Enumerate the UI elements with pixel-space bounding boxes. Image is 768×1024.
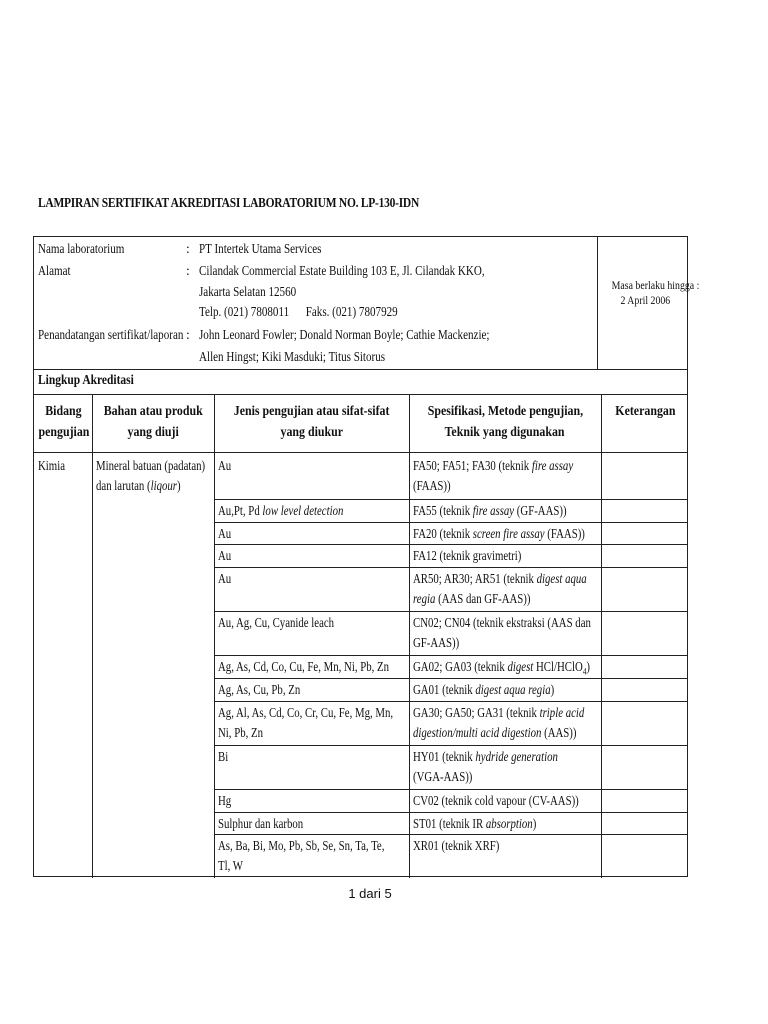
column-line [409,394,410,878]
test-method: CN02; CN04 (teknik ekstraksi (AAS dan GF-AAS)) [413,615,591,650]
row-line [214,701,687,702]
row-line [214,567,687,568]
colon-1: : [186,241,190,256]
signatory-label: Penandatangan sertifikat/laporan [38,327,184,342]
header-field: Bidang pengujian [38,404,90,440]
test-parameter: Ag, As, Cu, Pb, Zn [218,682,301,697]
test-method: AR50; AR30; AR51 (teknik digest aqua regia (AAS dan GF-AAS)) [413,571,587,606]
scope-label: Lingkup Akreditasi [38,373,134,388]
accreditation-table [33,236,700,877]
header-bottom-line [34,452,687,453]
test-parameter: Au, Ag, Cu, Cyanide leach [218,615,335,630]
document-title: LAMPIRAN SERTIFIKAT AKREDITASI LABORATORIUM NO. LP-130-IDN [38,196,420,211]
test-method: HY01 (teknik hydride generation (VGA-AAS)) [413,749,558,784]
test-parameter: Ag, Al, As, Cd, Co, Cr, Cu, Fe, Mg, Mn, Ni, Pb, Zn [218,705,394,740]
row-line [214,499,687,500]
colon-2: : [186,263,190,278]
validity-divider [597,237,598,369]
row-line [214,544,687,545]
row-line [214,812,687,813]
test-method: GA01 (teknik digest aqua regia) [413,682,555,697]
test-method: ST01 (teknik IR absorption) [413,816,537,831]
colon-3: : [186,327,190,342]
test-method: FA55 (teknik fire assay (GF-AAS)) [413,503,567,518]
row-line [214,834,687,835]
signatory-line-1: John Leonard Fowler; Donald Norman Boyle; Cathie Mackenzie; [199,327,490,342]
validity-label: Masa berlaku hingga : [611,278,700,292]
test-method: XR01 (teknik XRF) [413,838,500,853]
test-parameter: Sulphur dan karbon [218,816,304,831]
page-number: 1 dari 5 [348,886,392,901]
address-line-1: Cilandak Commercial Estate Building 103 E, Jl. Cilandak KKO, [199,263,485,278]
info-bottom-line [34,369,687,370]
column-line [92,394,93,878]
address-line-2: Jakarta Selatan 12560 [199,284,297,299]
test-parameter: Au [218,526,232,541]
scope-bottom-line [34,394,687,395]
header-spec: Spesifikasi, Metode pengujian, Teknik yang digunakan [427,404,583,440]
row-line [214,522,687,523]
test-parameter: Bi [218,749,229,764]
field-value: Kimia [38,458,65,473]
test-method: FA50; FA51; FA30 (teknik fire assay (FAAS)) [413,458,574,493]
validity-date: 2 April 2006 [620,293,670,307]
row-line [214,789,687,790]
test-parameter: Ag, As, Cd, Co, Cu, Fe, Mn, Ni, Pb, Zn [218,659,390,674]
test-method: CV02 (teknik cold vapour (CV-AAS)) [413,793,579,808]
address-label: Alamat [38,263,71,278]
test-method: GA02; GA03 (teknik digest HCl/HClO$_4$) [413,659,591,677]
test-parameter: Au,Pt, Pd low level detection [218,503,344,518]
test-parameter: Au [218,458,232,473]
material-value: Mineral batuan (padatan) dan larutan (liqour) [96,458,206,493]
header-test: Jenis pengujian atau sifat-sifat yang diukur [233,404,390,440]
header-remarks: Keterangan [614,404,676,419]
row-line [214,655,687,656]
row-line [214,611,687,612]
signatory-line-2: Allen Hingst; Kiki Masduki; Titus Sitorus [199,349,386,364]
test-parameter: Hg [218,793,232,808]
test-parameter: As, Ba, Bi, Mo, Pb, Sb, Se, Sn, Ta, Te, Tl, W [218,838,385,873]
test-method: FA12 (teknik gravimetri) [413,548,522,563]
test-parameter: Au [218,571,232,586]
lab-name-value: PT Intertek Utama Services [199,241,322,256]
phone-fax-line: Telp. (021) 7808011 Faks. (021) 7807929 [199,304,398,319]
test-method: FA20 (teknik screen fire assay (FAAS)) [413,526,585,541]
test-parameter: Au [218,548,232,563]
header-material: Bahan atau produk yang diuji [103,404,203,440]
test-method: GA30; GA50; GA31 (teknik triple acid digestion/multi acid digestion (AAS)) [413,705,585,740]
row-line [214,745,687,746]
lab-name-label: Nama laboratorium [38,241,125,256]
validity-box [602,278,700,308]
